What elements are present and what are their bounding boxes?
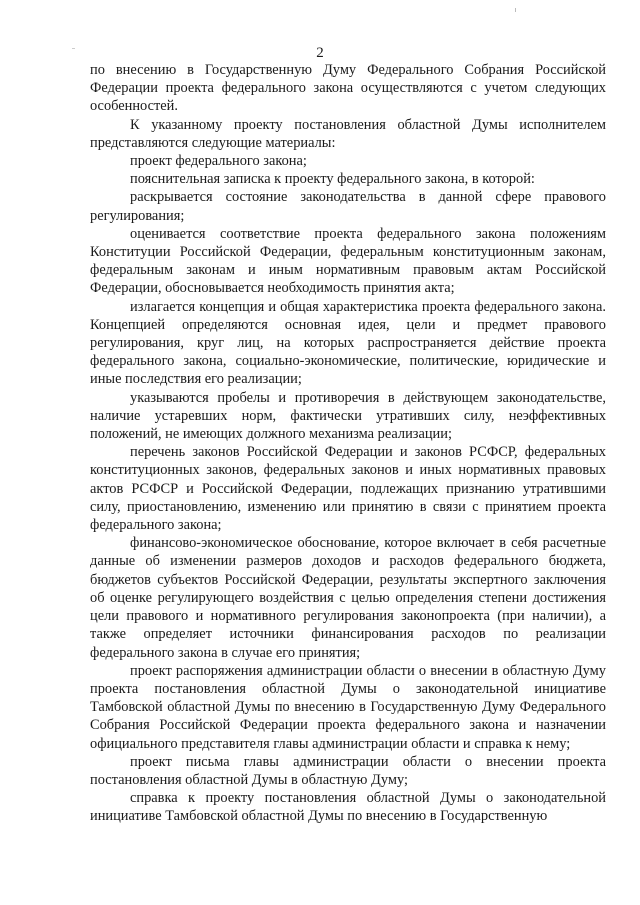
- scan-artifact-top: [515, 8, 516, 12]
- paragraph-2: проект федерального закона;: [130, 153, 307, 170]
- paragraph-8: перечень законов Российской Федерации и законов РСФСР, федеральных конституционных законов, федеральных законов и иных нормативных правовых актов РСФСР и Российской Федерации, подлежащих признанию утратившими силу, приостановлению, изменению или принятию в связи с принятием проекта федерального закона;: [90, 444, 606, 534]
- paragraph-10: проект распоряжения администрации области о внесении в областную Думу проекта постановления областной Думы о законодательной инициативе Тамбовской областной Думы по внесению в Государственную Думу Федерального Собрания Российской Федерации проекта федерального закона и назначении официального представителя главы администрации области и справка к нему;: [90, 662, 606, 752]
- paragraph-1: К указанному проекту постановления областной Думы исполнителем представляются следующие материалы:: [90, 116, 606, 151]
- paragraph-3: пояснительная записка к проекту федерального закона, в которой:: [130, 171, 535, 188]
- paragraph-9: финансово-экономическое обоснование, которое включает в себя расчетные данные об изменении размеров доходов и расходов федерального бюджета, бюджетов субъектов Российской Федерации, результаты экспертного заключения об оценке регулирующего воздействия с целью определения степени достижения цели правового и нормативного регулирования законопроекта (при наличии), а также определяет источники финансирования расходов по реализации федерального закона в случае его принятия;: [90, 535, 606, 661]
- paragraph-12: справка к проекту постановления областной Думы о законодательной инициативе Тамбовской областной Думы по внесению в Государственную: [90, 790, 606, 825]
- paragraph-6: излагается концепция и общая характеристика проекта федерального закона. Концепцией определяются основная идея, цели и предмет правового регулирования, круг лиц, на которых распространяется действие проекта федерального закона, социально-экономические, политические, юридические и иные последствия его реализации;: [90, 298, 606, 388]
- paragraph-0: по внесению в Государственную Думу Федерального Собрания Российской Федерации проекта федерального закона осуществляются с учетом следующих особенностей.: [90, 62, 606, 115]
- paragraph-4: раскрывается состояние законодательства в данной сфере правового регулирования;: [90, 189, 606, 224]
- paragraph-5: оценивается соответствие проекта федерального закона положениям Конституции Российской Федерации, федеральным конституционным законам, федеральным законам и иным нормативным правовым актам Российской Федерации, обосновывается необходимость принятия акта;: [90, 225, 606, 297]
- paragraph-7: указываются пробелы и противоречия в действующем законодательстве, наличие устаревших норм, фактически утративших силу, неэффективных положений, не имеющих должного механизма реализации;: [90, 389, 606, 443]
- document-body: [90, 61, 606, 826]
- paragraph-11: проект письма главы администрации области о внесении проекта постановления областной Думы в областную Думу;: [90, 753, 606, 788]
- page-number: 2: [316, 45, 324, 61]
